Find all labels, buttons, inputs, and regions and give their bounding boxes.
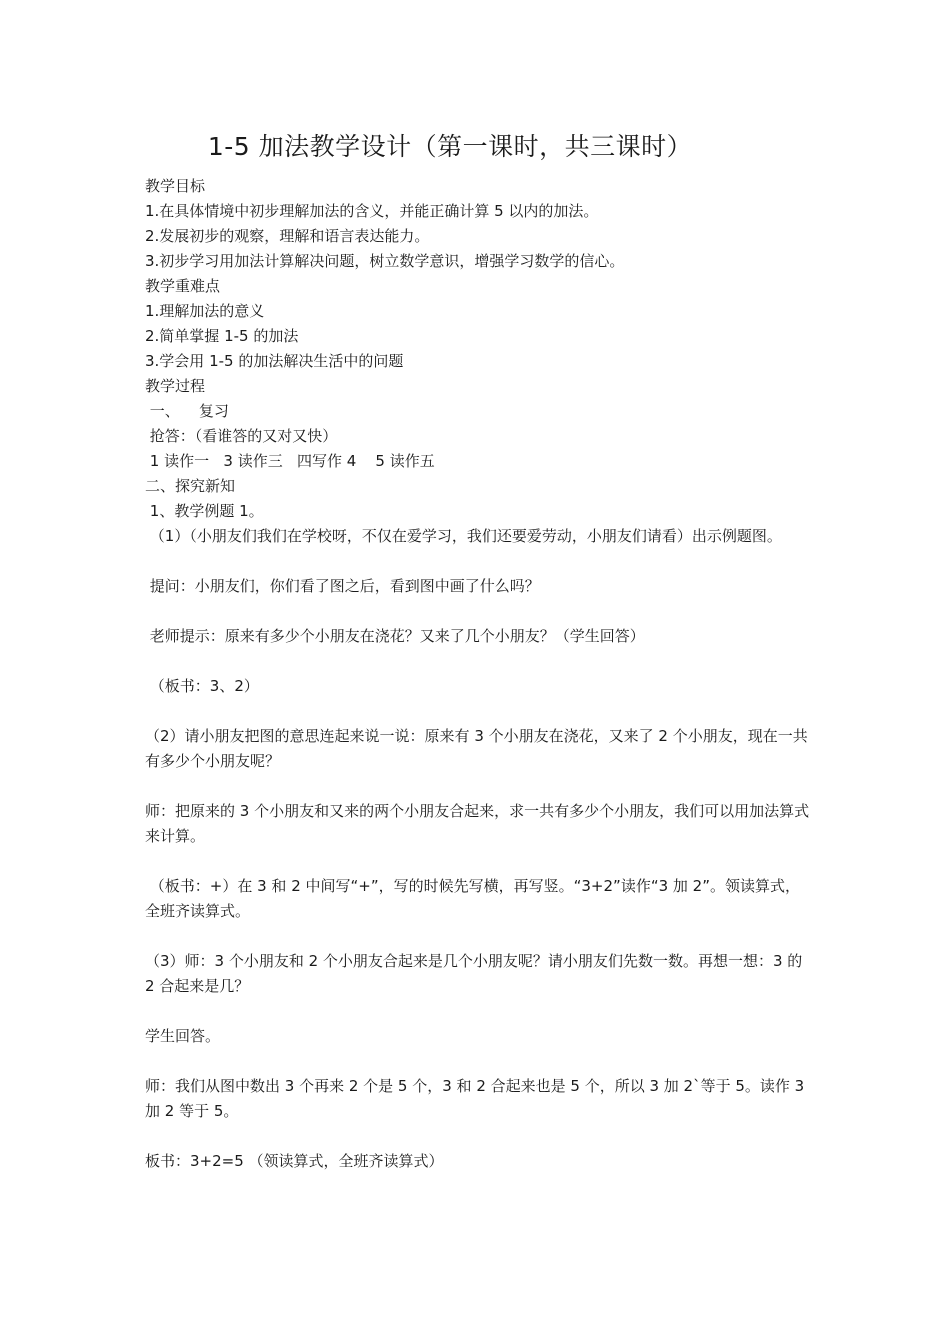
body-paragraph: 提问：小朋友们，你们看了图之后，看到图中画了什么吗？ [145,577,540,595]
body-paragraph: 老师提示：原来有多少个小朋友在浇花？又来了几个小朋友？（学生回答） [145,627,645,645]
review-reading-list: 1 读作一 3 读作三 四写作 4 5 读作五 [145,452,435,470]
section-heading-process: 教学过程 [145,377,206,395]
body-paragraph: 学生回答。 [145,1027,221,1045]
objective-item-2: 2.发展初步的观察，理解和语言表达能力。 [145,227,430,245]
document-body [145,174,810,1199]
body-paragraph: 板书：3+2=5 （领读算式，全班齐读算式） [145,1152,444,1170]
section-heading-objectives: 教学目标 [145,177,206,195]
objective-item-1: 1.在具体情境中初步理解加法的含义，并能正确计算 5 以内的加法。 [145,202,599,220]
key-point-item-3: 3.学会用 1-5 的加法解决生活中的问题 [145,352,404,370]
key-point-item-2: 2.简单掌握 1-5 的加法 [145,327,299,345]
key-point-item-1: 1.理解加法的意义 [145,302,265,320]
body-paragraph: （2）请小朋友把图的意思连起来说一说：原来有 3 个小朋友在浇花，又来了 2 个小朋友，现在一共有多少个小朋友呢？ [145,727,808,770]
body-paragraph: （板书：3、2） [145,677,259,695]
body-paragraph: 师：我们从图中数出 3 个再来 2 个是 5 个，3 和 2 合起来也是 5 个，所以 3 加 2`等于 5。读作 3 加 2 等于 5。 [145,1077,810,1120]
body-paragraph: （1）（小朋友们我们在学校呀，不仅在爱学习，我们还要爱劳动，小朋友们请看）出示例题图。 [145,527,782,545]
process-step-review: 一、 复习 [145,402,229,420]
example-heading: 1、教学例题 1。 [145,502,264,520]
body-paragraph: 师：把原来的 3 个小朋友和又来的两个小朋友合起来，求一共有多少个小朋友，我们可以用加法算式来计算。 [145,802,810,845]
body-paragraph: （3）师：3 个小朋友和 2 个小朋友合起来是几个小朋友呢？请小朋友们先数一数。再想一想：3 的 2 合起来是几？ [145,952,808,995]
section-heading-key-points: 教学重难点 [145,277,221,295]
objective-item-3: 3.初步学习用加法计算解决问题，树立数学意识，增强学习数学的信心。 [145,252,625,270]
document-title: 1-5 加法教学设计（第一课时，共三课时） [207,132,693,161]
review-quick-answer: 抢答：（看谁答的又对又快） [145,427,338,445]
body-paragraph: （板书：+）在 3 和 2 中间写“+”，写的时候先写横，再写竖。“3+2”读作“3 加 2”。领读算式，全班齐读算式。 [145,877,800,920]
process-step-explore: 二、探究新知 [145,477,236,495]
